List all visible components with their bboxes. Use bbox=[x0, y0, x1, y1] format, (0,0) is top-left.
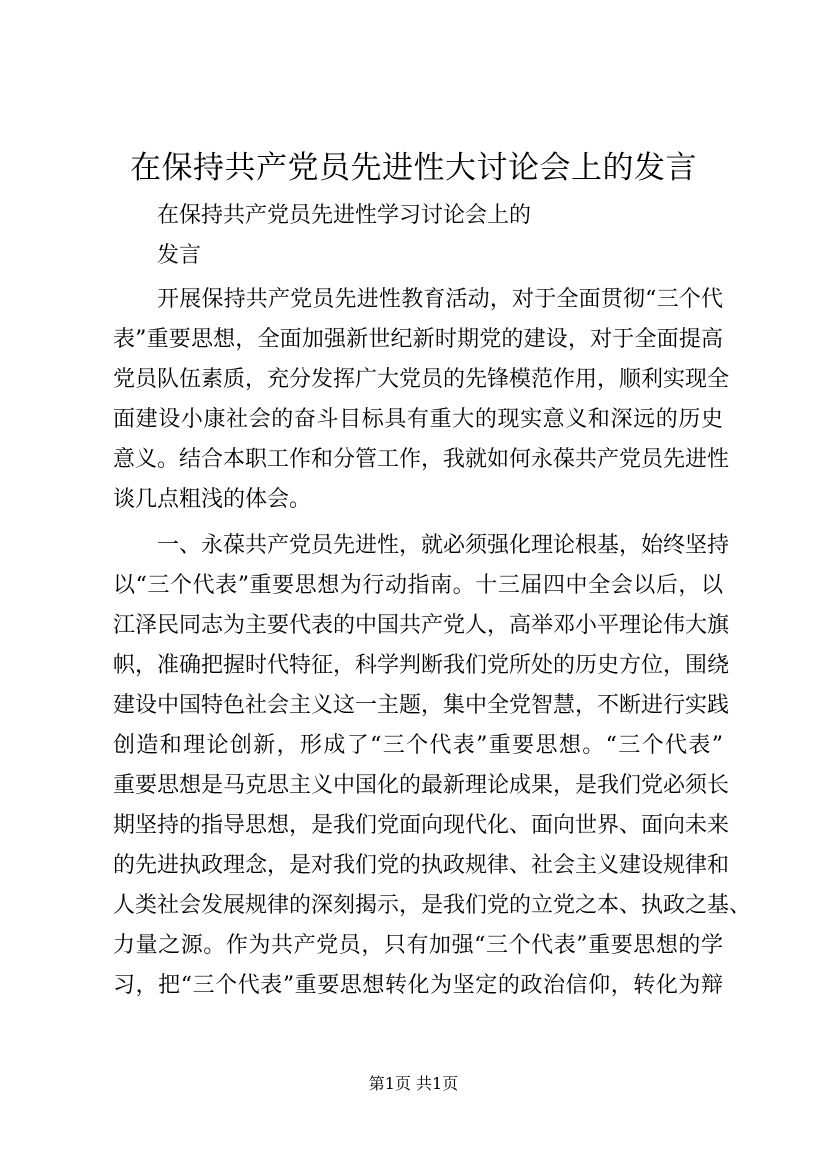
paragraph-line: 开展保持共产党员先进性教育活动，对于全面贯彻“三个代 bbox=[157, 287, 723, 312]
paragraph-line: 习，把“三个代表”重要思想转化为坚定的政治信仰，转化为辩 bbox=[113, 973, 723, 998]
paragraph-line: 意义。结合本职工作和分管工作，我就如何永葆共产党员先进性 bbox=[113, 447, 730, 472]
paragraph-line: 力量之源。作为共产党员，只有加强“三个代表”重要思想的学 bbox=[113, 933, 723, 958]
paragraph-line: 以“三个代表”重要思想为行动指南。十三届四中全会以后，以 bbox=[113, 573, 723, 598]
paragraph-line: 创造和理论创新，形成了“三个代表”重要思想。“三个代表” bbox=[113, 733, 723, 758]
paragraph-line: 建设中国特色社会主义这一主题，集中全党智慧，不断进行实践 bbox=[113, 693, 730, 718]
page-number-footer: 第1页 共1页 bbox=[368, 1074, 459, 1093]
subtitle-line: 在保持共产党员先进性学习讨论会上的 bbox=[157, 203, 532, 228]
paragraph-line: 一、永葆共产党员先进性，就必须强化理论根基，始终坚持 bbox=[157, 533, 730, 558]
subtitle-line: 发言 bbox=[157, 243, 202, 268]
paragraph-line: 党员队伍素质，充分发挥广大党员的先锋模范作用，顺利实现全 bbox=[113, 367, 730, 392]
paragraph-line: 面建设小康社会的奋斗目标具有重大的现实意义和深远的历史 bbox=[113, 407, 723, 432]
paragraph-line: 重要思想是马克思主义中国化的最新理论成果，是我们党必须长 bbox=[113, 773, 730, 798]
paragraph-line: 江泽民同志为主要代表的中国共产党人，高举邓小平理论伟大旗 bbox=[113, 613, 730, 638]
document-title: 在保持共产党员先进性大讨论会上的发言 bbox=[130, 150, 697, 186]
paragraph-line: 表”重要思想，全面加强新世纪新时期党的建设，对于全面提高 bbox=[113, 327, 723, 352]
paragraph-line: 期坚持的指导思想，是我们党面向现代化、面向世界、面向未来 bbox=[113, 813, 730, 838]
paragraph-line: 人类社会发展规律的深刻揭示，是我们党的立党之本、执政之基、 bbox=[113, 893, 752, 918]
paragraph-line: 的先进执政理念，是对我们党的执政规律、社会主义建设规律和 bbox=[113, 853, 730, 878]
paragraph-line: 谈几点粗浅的体会。 bbox=[113, 487, 312, 512]
paragraph-line: 帜，准确把握时代特征，科学判断我们党所处的历史方位，围绕 bbox=[113, 653, 730, 678]
